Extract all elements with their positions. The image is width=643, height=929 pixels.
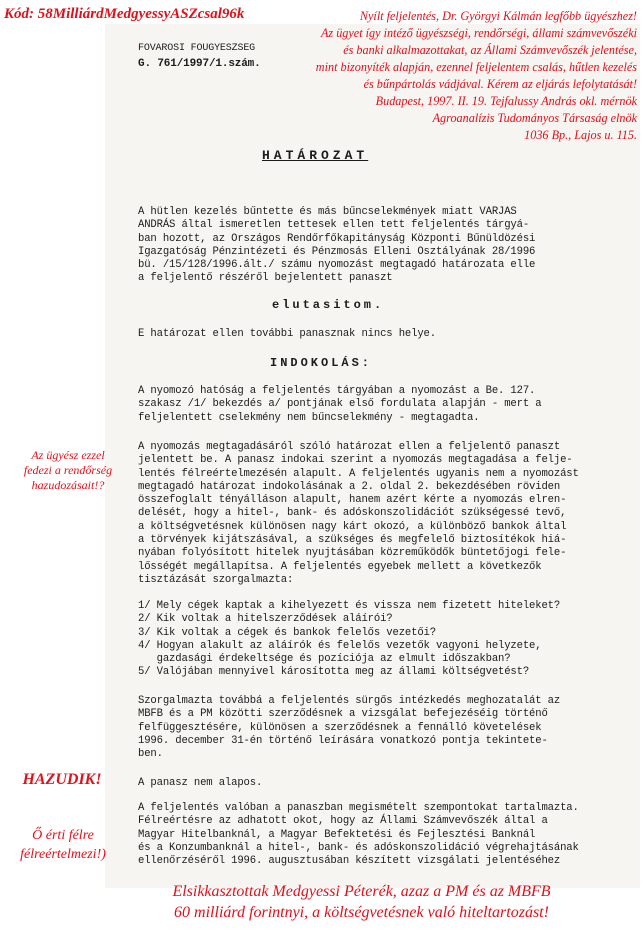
header-line: Nyílt feljelentés, Dr. Györgyi Kálmán legfőbb ügyészhez! (359, 9, 637, 23)
rejection-statement: elutasitom. (272, 298, 385, 312)
no-appeal-statement: E határozat ellen további panasznak nincs helye. (138, 328, 436, 340)
text-line: A nyomozás megtagadásáról szóló határozat ellen a feljelentő panaszt (138, 441, 561, 453)
text-line: MBFB és a PM közötti szerződésnek a vizsgálat befejezéséig történő (138, 708, 548, 721)
reference-number: G. 761/1997/1.szám. (138, 58, 261, 70)
header-line: Az ügyet így intéző ügyészségi, rendőrségi, állami számvevőszéki (320, 26, 637, 40)
questions-list (138, 600, 560, 680)
text-line: összefoglalt tényálláson alapult, hanem azért kérte a nyomozás elren- (138, 494, 567, 507)
office-name: FOVAROSI FOUGYESZSEG (138, 43, 256, 54)
paragraph-1 (138, 206, 535, 286)
text-line: 1996. december 31-én történő leírására vonatkozó pontja tekintete- (138, 734, 548, 747)
text-line: feljelentett cselekmény nem bűncselekmény - megtagadta. (138, 411, 480, 424)
question-item: 2/ Kik voltak a hitelszerződések aláírói? (138, 613, 393, 626)
header-line: mint bizonyíték alapján, ezennel feljelentem csalás, hűtlen kezelés (315, 60, 637, 74)
text-line: Szorgalmazta továbbá a feljelentés sürgős intézkedés meghozatalát az (138, 695, 561, 707)
text-line: lősségét megállapítsa. A feljelentés egyebek mellett a következők (138, 560, 542, 573)
header-line: Budapest, 1997. II. 19. Tejfalussy András okl. mérnök (375, 94, 637, 108)
question-item: 1/ Mely cégek kaptak a kihelyezett és vissza nem fizetett hiteleket? (138, 600, 561, 612)
text-line: Félreértésre az adhatott okot, hogy az Állami Számvevőszék által a (138, 815, 548, 828)
question-item: 3/ Kik voltak a cégek és bankok felelős vezetői? (138, 626, 436, 639)
text-line: A feljelentés valóban a panaszban megismételt szempontokat tartalmazta. (138, 802, 579, 814)
reasoning-heading: INDOKOLÁS: (270, 356, 373, 370)
side-note-misinterprets (4, 826, 122, 864)
document-code: Kód: 58MilliárdMedgyessyASZcsal96k (4, 6, 245, 22)
text-line: bü. /15/128/1996.ált./ számu nyomozást megtagadó határozata elle (138, 259, 536, 272)
text-line: felfüggesztésére, különösen a szerződésnek a fennálló követelések (138, 721, 542, 734)
text-line: ANDRÁS által ismeretlen tettesek ellen tett feljelentés tárgyá- (138, 219, 530, 232)
paragraph-5 (138, 802, 579, 868)
bottom-annotation (80, 881, 643, 923)
text-line: és a Konzumbanknál a hitel-, bank- és adóskonszolidáció végrehajtásának (138, 841, 579, 854)
header-line: és banki alkalmazottakat, az Állami Számvevőszék jelentése, (343, 43, 637, 57)
text-line: a törvények kijátszásával, a szükséges és megfelelő biztosítékok hiá- (138, 534, 567, 547)
text-line: tisztázását szorgalmazta: (138, 573, 294, 586)
header-line: 1036 Bp., Lajos u. 115. (524, 128, 637, 142)
text-line: A nyomozó hatóság a feljelentés tárgyában a nyomozást a Be. 127. (138, 385, 536, 397)
bottom-line: Elsikkasztottak Medgyessi Péterék, azaz a PM és az MBFB (172, 883, 551, 900)
header-line: Agroanalízis Tudományos Társaság elnök (432, 111, 637, 125)
text-line: nyában folyósított hitelek nyujtásában közreműködők büntetőjogi fele- (138, 547, 567, 560)
paragraph-2 (138, 385, 541, 425)
question-item: 4/ Hogyan alakult az aláírók és felelős vezetők vagyoni helyzete, (138, 639, 542, 652)
note-line: hazudozásait!? (31, 478, 105, 492)
text-line: A hütlen kezelés bűntette és más bűncselekmények miatt VARJAS (138, 206, 517, 218)
not-founded-statement: A panasz nem alapos. (138, 777, 263, 789)
question-item: gazdasági érdekeltsége és pozíciója az elmult időszakban? (138, 653, 511, 666)
paragraph-4 (138, 695, 560, 761)
side-note-lies: HAZUDIK! (22, 771, 102, 788)
text-line: szakasz /1/ bekezdés a/ pontjának első fordulata alapján - mert a (138, 398, 542, 411)
text-line: ellenőrzéséről 1996. augusztusában készített vizsgálati jelentéséhez (138, 855, 561, 868)
text-line: ban hozott, az Országos Rendőrfőkapitányság Központi Bűnüldözési (138, 232, 536, 245)
note-line: félreértelmezi!) (20, 847, 106, 862)
text-line: Magyar Hitelbanknál, a Magyar Befektetési és Fejlesztési Banknál (138, 828, 536, 841)
text-line: jelentett be. A panasz indokai szerint a nyomozás megtagadása a felje- (138, 454, 573, 467)
text-line: a költségvetésnek különösen nagy kárt okozó, a különböző bankok által (138, 520, 567, 533)
side-note-prosecutor (2, 448, 134, 493)
text-line: megtagadó határozat indokolásának a 2. oldal 2. bekezdésében röviden (138, 480, 561, 493)
text-line: Igazgatóság Pénzintézeti és Pénzmosás Elleni Osztályának 28/1996 (138, 245, 536, 258)
text-line: delését, hogy a hitel-, bank- és adóskonszolidációt szükségessé tevő, (138, 507, 567, 520)
question-item: 5/ Valójában mennyivel károsította meg az állami költségvetést? (138, 666, 530, 679)
bottom-line: 60 milliárd forintnyi, a költségvetésnek való hiteltartozást! (174, 904, 549, 921)
header-line: és bűnpártolás vádjával. Kérem az eljárás lefolytatását! (363, 77, 637, 91)
text-line: lentés félreértelmezésén alapult. A feljelentés ugyanis nem a nyomozást (138, 467, 579, 480)
text-line: a feljelentő részéről bejelentett panaszt (138, 272, 393, 285)
text-line: ben. (138, 748, 163, 761)
header-annotation (237, 8, 637, 144)
note-line: fedezi a rendőrség (23, 463, 113, 477)
document-title: HATÁROZAT (262, 148, 369, 163)
note-line: Az ügyész ezzel (31, 448, 105, 462)
note-line: Ő érti félre (32, 828, 94, 843)
paragraph-3 (138, 441, 579, 587)
